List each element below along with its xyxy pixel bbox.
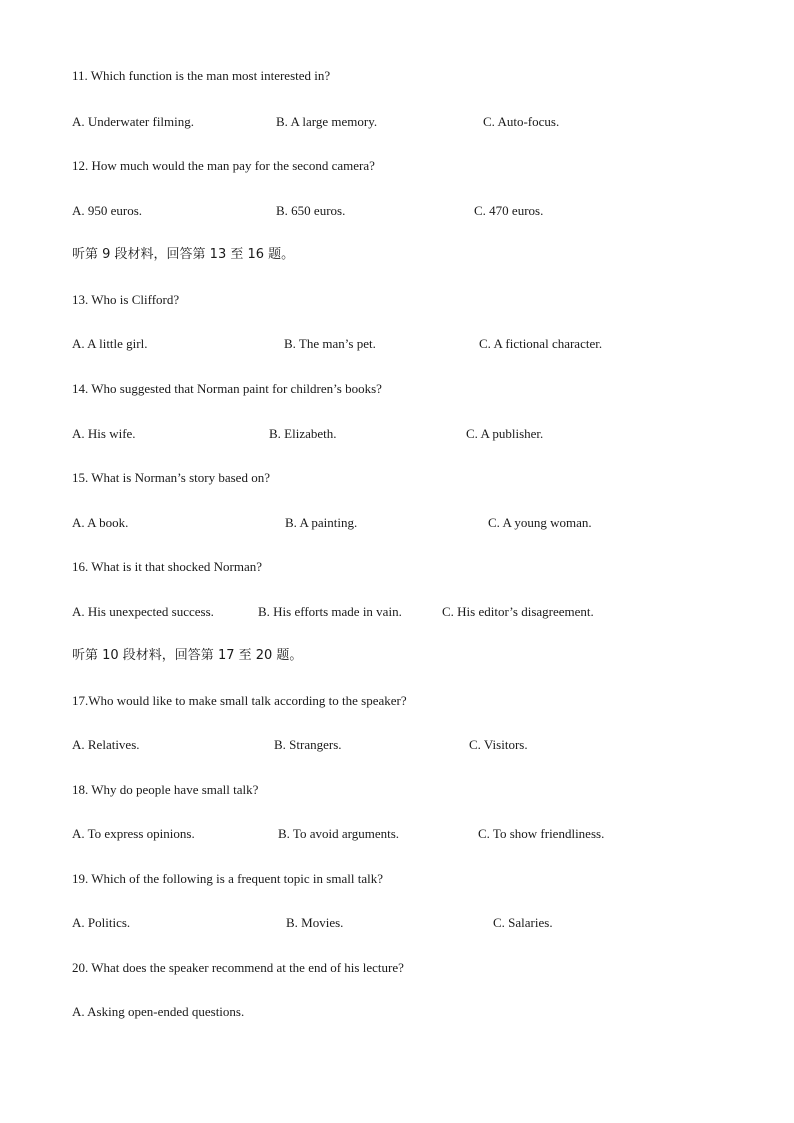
- option-14-a: A. His wife.: [72, 426, 136, 441]
- option-15-b: B. A painting.: [285, 515, 358, 530]
- option-13-c: C. A fictional character.: [479, 336, 603, 351]
- option-18-b: B. To avoid arguments.: [278, 826, 400, 841]
- question-11: 11. Which function is the man most interested in?: [72, 68, 331, 83]
- option-19-c: C. Salaries.: [493, 915, 553, 930]
- question-15: 15. What is Norman’s story based on?: [72, 470, 270, 485]
- option-16-a: A. His unexpected success.: [72, 604, 214, 619]
- option-12-b: B. 650 euros.: [276, 203, 346, 218]
- option-18-a: A. To express opinions.: [72, 826, 195, 841]
- question-17: 17.Who would like to make small talk according to the speaker?: [72, 693, 407, 708]
- question-12: 12. How much would the man pay for the second camera?: [72, 158, 375, 173]
- question-19: 19. Which of the following is a frequent topic in small talk?: [72, 871, 383, 886]
- option-16-b: B. His efforts made in vain.: [258, 604, 402, 619]
- question-13: 13. Who is Clifford?: [72, 292, 180, 307]
- question-20: 20. What does the speaker recommend at the end of his lecture?: [72, 960, 404, 975]
- option-17-b: B. Strangers.: [274, 737, 342, 752]
- option-17-a: A. Relatives.: [72, 737, 140, 752]
- option-11-b: B. A large memory.: [276, 114, 378, 129]
- option-11-c: C. Auto-focus.: [483, 114, 560, 129]
- option-20-a: A. Asking open-ended questions.: [72, 1004, 245, 1019]
- option-13-a: A. A little girl.: [72, 336, 148, 351]
- option-17-c: C. Visitors.: [469, 737, 528, 752]
- question-14: 14. Who suggested that Norman paint for children’s books?: [72, 381, 382, 396]
- option-11-a: A. Underwater filming.: [72, 114, 195, 129]
- option-16-c: C. His editor’s disagreement.: [442, 604, 594, 619]
- section-heading-10: 听第 10 段材料，回答第 17 至 20 题。: [72, 648, 303, 663]
- option-13-b: B. The man’s pet.: [284, 336, 376, 351]
- option-14-b: B. Elizabeth.: [269, 426, 337, 441]
- option-18-c: C. To show friendliness.: [478, 826, 605, 841]
- option-19-b: B. Movies.: [286, 915, 344, 930]
- option-12-c: C. 470 euros.: [474, 203, 544, 218]
- option-12-a: A. 950 euros.: [72, 203, 143, 218]
- question-18: 18. Why do people have small talk?: [72, 782, 259, 797]
- option-19-a: A. Politics.: [72, 915, 131, 930]
- option-14-c: C. A publisher.: [466, 426, 544, 441]
- section-heading-9: 听第 9 段材料，回答第 13 至 16 题。: [72, 247, 295, 262]
- option-15-a: A. A book.: [72, 515, 129, 530]
- option-15-c: C. A young woman.: [488, 515, 592, 530]
- question-16: 16. What is it that shocked Norman?: [72, 559, 263, 574]
